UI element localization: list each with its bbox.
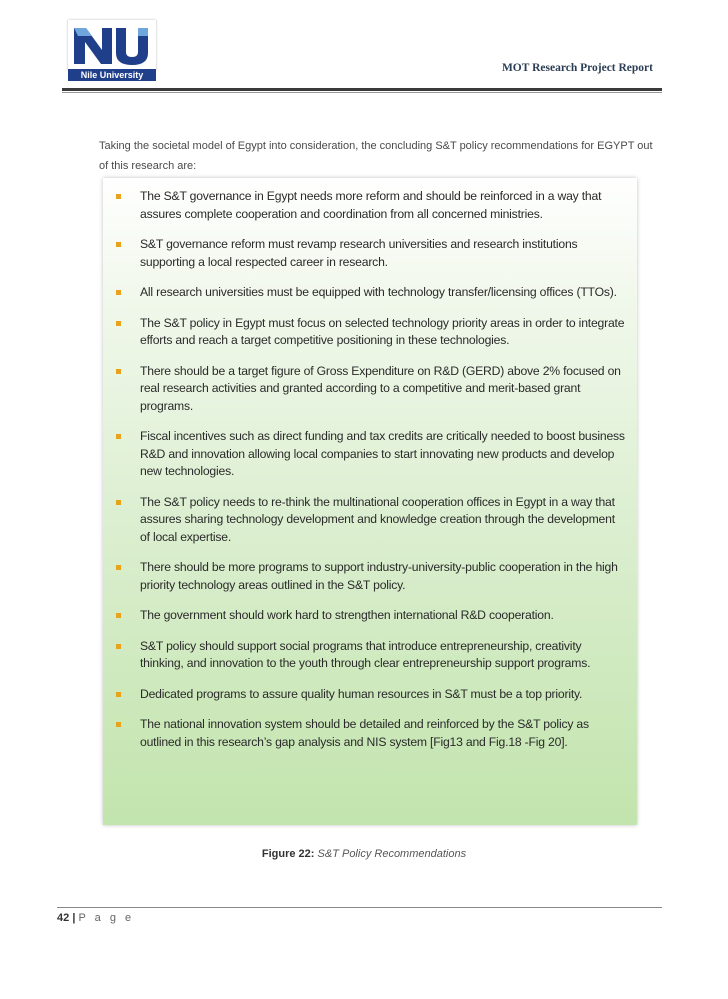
report-header-title: MOT Research Project Report	[501, 62, 653, 74]
recommendation-item	[113, 494, 625, 547]
recommendation-text: Dedicated programs to assure quality human resources in S&T must be a top priority.	[140, 686, 583, 701]
bullet-icon	[116, 290, 121, 295]
recommendation-item	[113, 363, 625, 416]
bullet-icon	[116, 434, 121, 439]
bullet-icon	[116, 565, 121, 570]
page-footer	[57, 912, 134, 924]
bullet-icon	[116, 692, 121, 697]
recommendation-text: S&T governance reform must revamp research universities and research institutions supporting a local respected career in research.	[140, 237, 578, 269]
header-divider-thin	[62, 92, 662, 93]
recommendation-item	[113, 559, 625, 594]
recommendation-text: S&T policy should support social programs that introduce entrepreneurship, creativity thinking, and innovation to the youth through clear entrepreneurship support programs.	[140, 638, 591, 670]
recommendation-item	[113, 236, 625, 271]
recommendation-item	[113, 188, 625, 223]
recommendations-figure	[103, 178, 637, 825]
logo-text: Nile University	[68, 69, 156, 81]
bullet-icon	[116, 321, 121, 326]
footer-divider	[57, 907, 662, 908]
figure-caption	[0, 848, 728, 860]
logo-emblem	[68, 20, 156, 70]
recommendation-text: All research universities must be equipped with technology transfer/licensing offices (TTOs).	[140, 285, 617, 299]
page-separator: |	[72, 912, 76, 924]
recommendation-item	[113, 428, 625, 481]
intro-paragraph: Taking the societal model of Egypt into consideration, the concluding S&T policy recommendations for EGYPT out of this research are:	[99, 140, 653, 172]
recommendation-text: The national innovation system should be detailed and reinforced by the S&T policy as outlined in this research’s gap analysis and NIS system [Fig13 and Fig.18 -Fig 20].	[140, 717, 589, 749]
recommendation-item	[113, 284, 625, 302]
recommendation-text: The S&T policy needs to re-think the multinational cooperation offices in Egypt in a way that assures sharing technology development and knowledge creation through the development of local expertise.	[140, 494, 615, 544]
recommendations-list	[113, 188, 625, 751]
recommendation-item	[113, 315, 625, 350]
recommendation-text: There should be more programs to support industry-university-public cooperation in the high priority technology areas outlined in the S&T policy.	[140, 560, 618, 592]
bullet-icon	[116, 500, 121, 505]
recommendation-item	[113, 686, 625, 704]
bullet-icon	[116, 613, 121, 618]
recommendation-item	[113, 607, 625, 625]
page-number: 42	[57, 912, 70, 924]
recommendation-text: There should be a target figure of Gross Expenditure on R&D (GERD) above 2% focused on real research activities and granted according to a competitive and merit-based grant programs.	[140, 363, 621, 413]
recommendation-item	[113, 716, 625, 751]
bullet-icon	[116, 644, 121, 649]
recommendation-text: The S&T policy in Egypt must focus on selected technology priority areas in order to integrate efforts and reach a target competitive positioning in these technologies.	[140, 315, 625, 347]
page-word: P a g e	[78, 912, 135, 924]
recommendation-text: The S&T governance in Egypt needs more reform and should be reinforced in a way that assures complete cooperation and coordination from all concerned ministries.	[140, 189, 602, 221]
bullet-icon	[116, 722, 121, 727]
header-divider	[62, 88, 662, 91]
caption-text: S&T Policy Recommendations	[317, 848, 467, 860]
nile-university-logo	[68, 20, 156, 80]
recommendation-text: Fiscal incentives such as direct funding and tax credits are critically needed to boost business R&D and innovation allowing local companies to start innovating new products and develop new technologies.	[140, 429, 625, 478]
bullet-icon	[116, 369, 121, 374]
recommendation-text: The government should work hard to strengthen international R&D cooperation.	[140, 608, 554, 622]
bullet-icon	[116, 194, 121, 199]
recommendation-item	[113, 638, 625, 673]
logo-nu-glyph	[68, 20, 156, 70]
bullet-icon	[116, 242, 121, 247]
caption-label: Figure 22:	[261, 848, 315, 860]
